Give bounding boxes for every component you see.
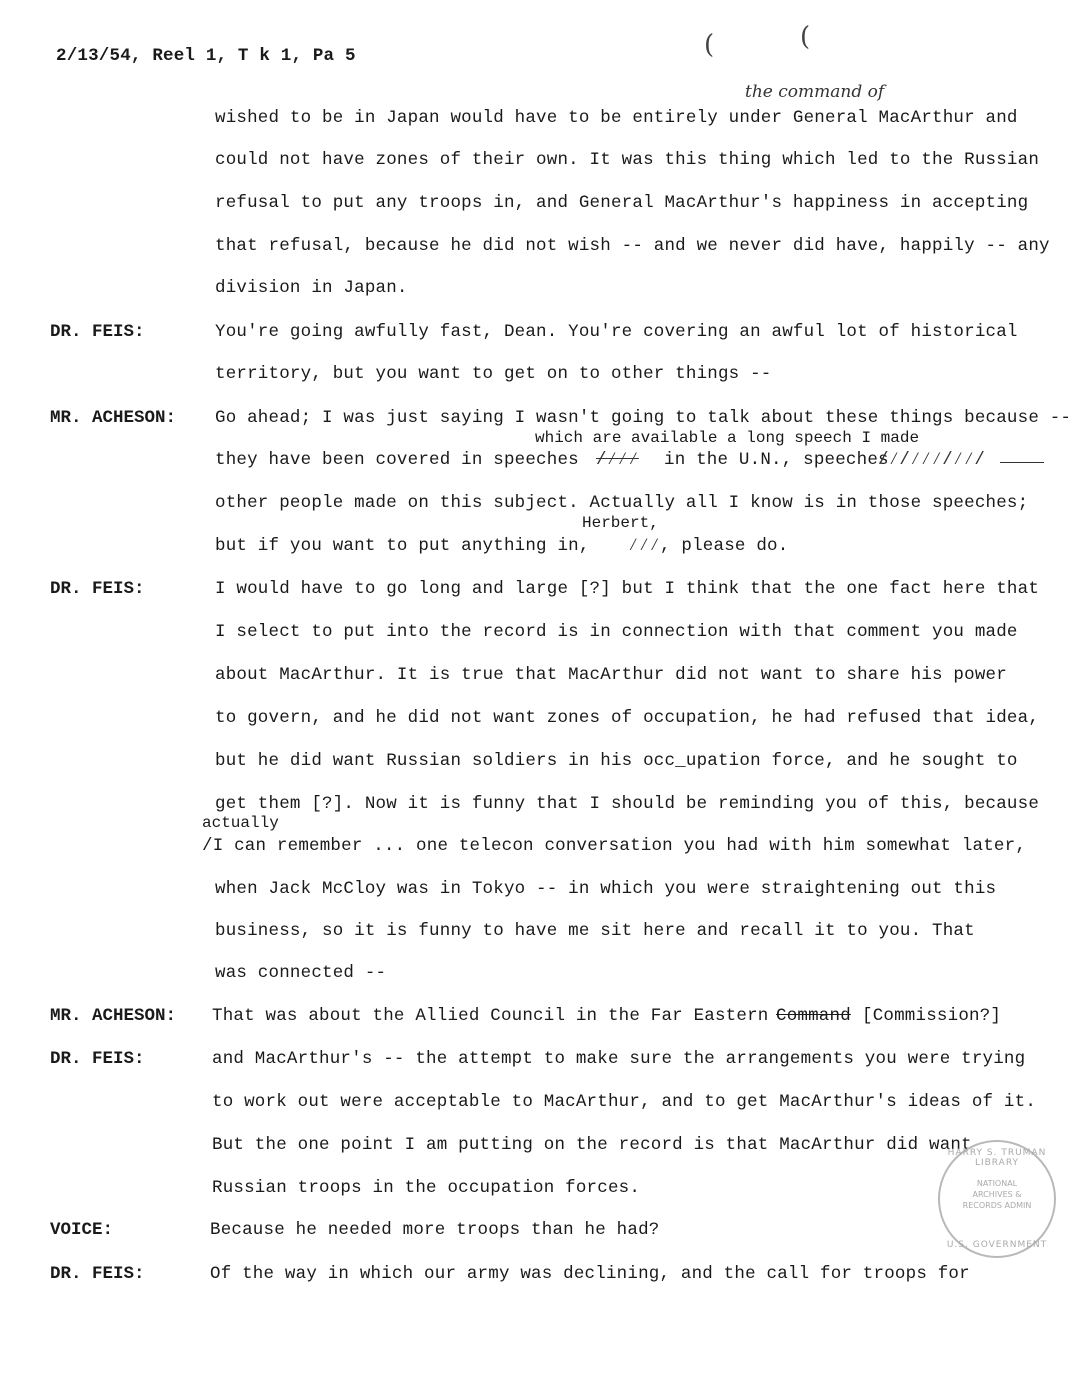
line-26: Russian troops in the occupation forces. [212, 1178, 641, 1198]
line-8: Go ahead; I was just saying I wasn't going to talk about these things because -- [215, 408, 1072, 428]
line-6: You're going awfully fast, Dean. You're covering an awful lot of historical [215, 322, 1018, 342]
line-1: wished to be in Japan would have to be entirely under General MacArthur and [215, 108, 1018, 128]
line-13: I select to put into the record is in connection with that comment you made [215, 622, 1018, 642]
speaker-label: VOICE: [50, 1220, 114, 1240]
line-16: but he did want Russian soldiers in his occ_upation force, and he sought to [215, 751, 1018, 771]
line-17: get them [?]. Now it is funny that I should be reminding you of this, because [215, 794, 1040, 814]
speaker-label: DR. FEIS: [50, 1264, 145, 1284]
struck-text: /∕/∕∕∕/∕∕/ [878, 450, 986, 470]
line-28: Of the way in which our army was declining, and the call for troops for [210, 1264, 970, 1284]
struck-text: ∕∕∕ [628, 536, 661, 556]
handwritten-insert: the command of [745, 82, 885, 102]
line-27: Because he needed more troops than he had? [210, 1220, 660, 1240]
stamp-top-text: HARRY S. TRUMAN LIBRARY [947, 1148, 1047, 1168]
margin-mark-1: ( [704, 30, 715, 60]
line-2: could not have zones of their own. It was this thing which led to the Russian [215, 150, 1040, 170]
line-9b: in the U.N., speeches [664, 450, 889, 470]
line-24: to work out were acceptable to MacArthur, and to get MacArthur's ideas of it. [212, 1092, 1037, 1112]
speaker-label: MR. ACHESON: [50, 408, 177, 428]
line-25: But the one point I am putting on the record is that MacArthur did want [212, 1135, 972, 1155]
line-10: other people made on this subject. Actually all I know is in those speeches; [215, 493, 1029, 513]
margin-mark-2: ( [800, 22, 811, 52]
line-20: business, so it is funny to have me sit here and recall it to you. That [215, 921, 975, 941]
line-15: to govern, and he did not want zones of occupation, he had refused that idea, [215, 708, 1040, 728]
line-22c: [Commission?] [862, 1006, 1002, 1026]
line-11a: but if you want to put anything in, [215, 536, 590, 556]
strike-line [1000, 462, 1044, 463]
line-14: about MacArthur. It is true that MacArthur did not want to share his power [215, 665, 1007, 685]
stamp-bottom-text: U.S. GOVERNMENT [946, 1240, 1048, 1250]
line-7: territory, but you want to get on to other things -- [215, 364, 772, 384]
line-12: I would have to go long and large [?] but I think that the one fact here that [215, 579, 1040, 599]
speaker-label: DR. FEIS: [50, 1049, 145, 1069]
line-9a: they have been covered in speeches [215, 450, 579, 470]
line-22b: Command [776, 1006, 851, 1026]
page-header: 2/13/54, Reel 1, T k 1, Pa 5 [56, 46, 356, 66]
line-23: and MacArthur's -- the attempt to make sure the arrangements you were trying [212, 1049, 1026, 1069]
stamp-inner-text: NATIONAL ARCHIVES & RECORDS ADMIN [962, 1179, 1032, 1210]
line-5: division in Japan. [215, 278, 408, 298]
speaker-label: DR. FEIS: [50, 322, 145, 342]
line-22a: That was about the Allied Council in the Far Eastern [212, 1006, 769, 1026]
line-11b: , please do. [660, 536, 789, 556]
line-3: refusal to put any troops in, and General MacArthur's happiness in accepting [215, 193, 1029, 213]
typed-insert-which: which are available a long speech I made [535, 429, 920, 447]
struck-text: /∕∕∕ [596, 450, 639, 470]
typed-insert-actually: actually [202, 814, 279, 832]
library-stamp [938, 1140, 1056, 1258]
speaker-label: MR. ACHESON: [50, 1006, 177, 1026]
line-4: that refusal, because he did not wish -- and we never did have, happily -- any [215, 236, 1050, 256]
line-21: was connected -- [215, 963, 387, 983]
typed-insert-herbert: Herbert, [582, 514, 659, 532]
speaker-label: DR. FEIS: [50, 579, 145, 599]
line-18: /I can remember ... one telecon conversation you had with him somewhat later, [202, 836, 1027, 856]
line-19: when Jack McCloy was in Tokyo -- in which you were straightening out this [215, 879, 997, 899]
